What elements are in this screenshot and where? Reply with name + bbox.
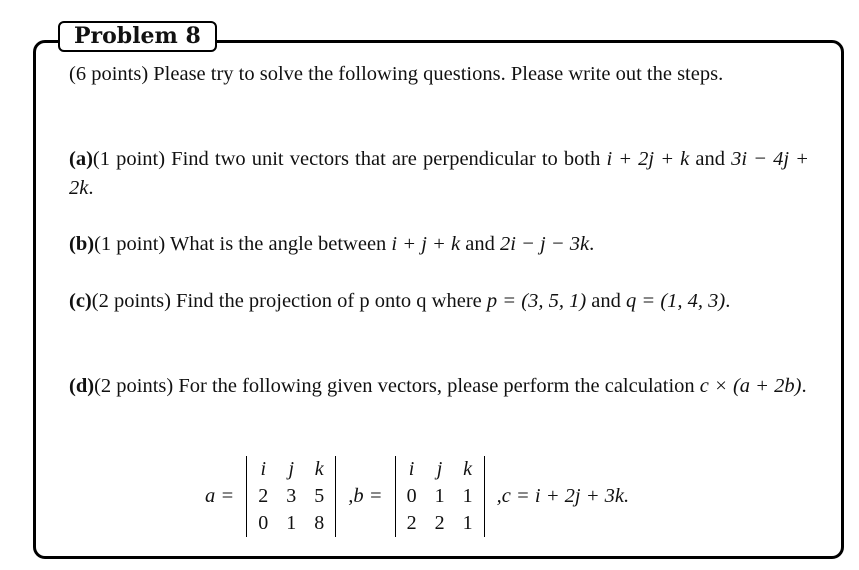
matrix-cell: 1 — [434, 484, 445, 507]
part-b-text-1: (1 point) What is the angle between — [94, 233, 392, 255]
part-a — [69, 145, 809, 203]
c-definition: ,c = i + 2j + 3k. — [496, 484, 630, 507]
part-c-text-2: and — [586, 290, 627, 312]
matrix-cell: j — [288, 457, 294, 480]
part-a-end: . — [88, 177, 94, 199]
matrix-cell: k — [463, 457, 472, 480]
part-b-expr-2: 2i − j − 3k — [499, 233, 590, 255]
part-a-expr-2: 3i − 4j + 2k — [69, 148, 809, 199]
part-a-text-1: (1 point) Find two unit vectors that are perpendicular to both — [92, 148, 601, 170]
matrix-cell: i — [260, 457, 266, 480]
b-label: ,b = — [348, 484, 383, 507]
part-b-text-2: and — [460, 233, 500, 255]
part-b-expr-1: i + j + k — [391, 233, 461, 255]
part-d-end: . — [801, 375, 807, 397]
part-a-text-2: and — [689, 148, 732, 170]
matrix-cell: j — [436, 457, 443, 480]
a-label: a = — [205, 484, 235, 507]
matrix-cell: 2 — [258, 484, 269, 507]
part-d-text-1: (2 points) For the following given vectors, please perform the calculation — [94, 375, 700, 397]
matrix-cell: 0 — [406, 484, 417, 507]
part-d — [69, 372, 809, 401]
matrix-cell: 1 — [462, 511, 473, 534]
part-c-text-1: (2 points) Find the projection of p onto q where — [91, 290, 487, 312]
matrix-cell: 8 — [314, 511, 325, 534]
part-c — [69, 287, 809, 316]
part-b — [69, 230, 809, 259]
matrix-cell: 1 — [462, 484, 473, 507]
matrix-cell: 5 — [314, 484, 325, 507]
part-c-expr-1: p = (3, 5, 1) — [486, 290, 587, 312]
matrix-a — [246, 456, 336, 537]
matrix-cell: 1 — [286, 511, 297, 534]
matrix-cell: 2 — [434, 511, 445, 534]
part-c-label: (c) — [69, 290, 92, 312]
matrix-b — [395, 456, 485, 537]
part-c-end: . — [725, 290, 731, 312]
part-b-label: (b) — [69, 233, 95, 255]
matrix-cell: i — [408, 457, 415, 480]
matrix-cell: 2 — [406, 511, 417, 534]
vector-definitions — [203, 452, 631, 540]
part-c-expr-2: q = (1, 4, 3) — [626, 290, 726, 312]
part-b-end: . — [589, 233, 595, 255]
part-d-label: (d) — [69, 375, 95, 397]
matrix-cell: 3 — [286, 484, 297, 507]
matrix-cell: 0 — [258, 511, 269, 534]
intro-paragraph: (6 points) Please try to solve the following questions. Please write out the steps. — [69, 63, 724, 85]
problem-title: Problem 8 — [58, 21, 217, 52]
part-a-label: (a) — [69, 148, 93, 170]
matrix-cell: k — [314, 457, 324, 480]
part-a-expr-1: i + 2j + k — [606, 148, 690, 170]
part-d-expr-1: c × (a + 2b) — [699, 375, 802, 397]
